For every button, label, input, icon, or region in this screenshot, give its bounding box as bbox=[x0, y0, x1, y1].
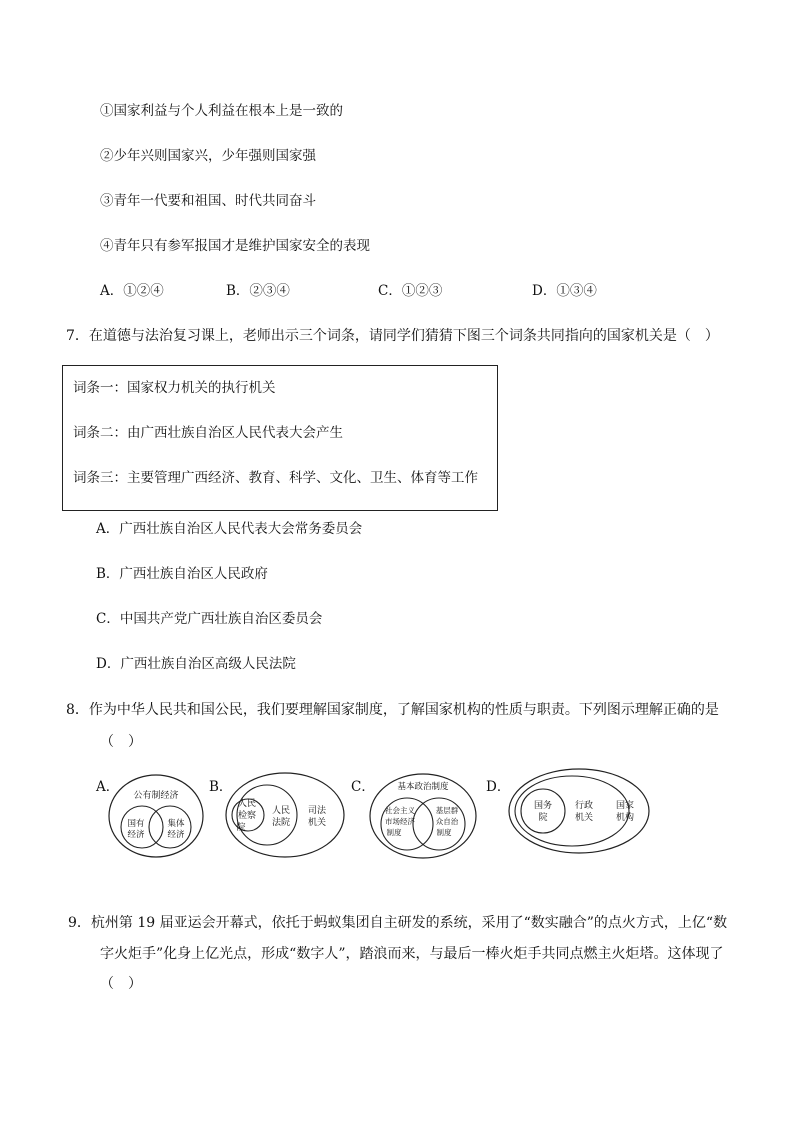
q8-figure-c-outer-label: 基本政治制度 bbox=[397, 782, 449, 792]
q8-figure-b-inner-left-2: 检察 bbox=[237, 811, 257, 821]
q6-option-d: D．①③④ bbox=[532, 283, 597, 299]
q7-option-a: A．广西壮族自治区人民代表大会常务委员会 bbox=[96, 521, 363, 537]
q6-item-3: ③青年一代要和祖国、时代共同奋斗 bbox=[100, 193, 316, 209]
q8-figure-a-left-label-2: 经济 bbox=[127, 830, 145, 840]
q7-clue-2: 词条二：由广西壮族自治区人民代表大会产生 bbox=[73, 425, 343, 441]
q8-figure-c-left-2: 市场经济 bbox=[385, 817, 415, 826]
q7-clue-1: 词条一：国家权力机关的执行机关 bbox=[73, 380, 276, 396]
q8-stem-line2: （ ） bbox=[100, 734, 142, 750]
q7-option-c: C．中国共产党广西壮族自治区委员会 bbox=[96, 611, 323, 627]
q8-figure-a-left-label-1: 国有 bbox=[127, 819, 145, 829]
q8-figure-b-inner-right-1: 人民 bbox=[271, 806, 291, 816]
q6-option-c: C．①②③ bbox=[378, 283, 443, 299]
q8-figure-c-letter: C． bbox=[351, 779, 375, 795]
q8-figure-a-right-label-1: 集体 bbox=[167, 819, 185, 829]
q8-figure-c-right-1: 基层群 bbox=[435, 806, 459, 815]
q9-line2: 字火炬手”化身上亿光点，形成“数字人”，踏浪而来，与最后一棒火炬手共同点燃主火炬塔。这体现了 bbox=[100, 946, 724, 962]
q8-figure-a-outer-label: 公有制经济 bbox=[133, 791, 179, 801]
q8-figure-b-inner-left-3: 院 bbox=[236, 823, 246, 833]
q8-figure-d-middle-1: 行政 bbox=[574, 801, 594, 811]
q8-figure-b-inner-left-1: 人民 bbox=[237, 799, 257, 809]
q7-option-d: D．广西壮族自治区高级人民法院 bbox=[96, 656, 296, 672]
q8-figure-b-letter: B． bbox=[209, 779, 233, 795]
q6-option-b: B．②③④ bbox=[226, 283, 290, 299]
q8-figure-d-inner-1: 国务 bbox=[533, 801, 553, 811]
q8-figure-c-left-1: 社会主义 bbox=[385, 806, 415, 815]
q8-figure-a-letter: A． bbox=[96, 779, 120, 795]
q7-option-b: B．广西壮族自治区人民政府 bbox=[96, 566, 268, 582]
q8-figure-d-inner-circle bbox=[521, 789, 565, 833]
q8-figure-d-middle-circle bbox=[515, 776, 629, 846]
q7-clue-box bbox=[62, 365, 498, 511]
q8-figure-d-outer-2: 机构 bbox=[615, 813, 635, 823]
q8-figure-c-right-3: 制度 bbox=[436, 828, 452, 837]
q8-figure-b bbox=[225, 772, 345, 860]
q7-stem: 7．在道德与法治复习课上，老师出示三个词条，请同学们猜猜下图三个词条共同指向的国家机关是（ ） bbox=[66, 328, 719, 344]
q7-clue-3: 词条三：主要管理广西经济、教育、科学、文化、卫生、体育等工作 bbox=[73, 470, 478, 486]
q8-figure-b-outer-1: 司法 bbox=[307, 806, 327, 816]
q6-item-4: ④青年只有参军报国才是维护国家安全的表现 bbox=[100, 238, 370, 254]
q8-figure-a-outer-circle bbox=[109, 775, 203, 857]
q8-figure-a-right-label-2: 经济 bbox=[167, 830, 185, 840]
q8-figure-b-inner-right-2: 法院 bbox=[271, 818, 291, 828]
q8-figure-c-left-3: 制度 bbox=[386, 828, 402, 837]
q8-figure-b-outer-2: 机关 bbox=[307, 818, 327, 828]
q8-figure-d-inner-2: 院 bbox=[538, 813, 548, 823]
q8-figure-d-outer-1: 国家 bbox=[615, 801, 635, 811]
q8-figure-a bbox=[108, 772, 204, 862]
q9-line1: 9．杭州第 19 届亚运会开幕式，依托于蚂蚁集团自主研发的系统，采用了“数实融合”的点火方式，上亿“数 bbox=[68, 915, 728, 931]
q8-stem-line1: 8．作为中华人民共和国公民，我们要理解国家制度，了解国家机构的性质与职责。下列图示理解正确的是 bbox=[66, 702, 719, 718]
q8-figure-c bbox=[368, 772, 478, 862]
q9-line3: （ ） bbox=[100, 976, 142, 992]
q6-option-a: A．①②④ bbox=[100, 283, 164, 299]
q8-figure-d bbox=[508, 768, 650, 858]
q6-item-2: ②少年兴则国家兴，少年强则国家强 bbox=[100, 148, 316, 164]
q8-figure-d-middle-2: 机关 bbox=[574, 813, 594, 823]
q6-item-1: ①国家利益与个人利益在根本上是一致的 bbox=[100, 103, 343, 119]
q8-figure-d-letter: D． bbox=[486, 779, 511, 795]
q8-figure-d-outer-circle bbox=[509, 769, 649, 853]
q8-figure-c-right-2: 众自治 bbox=[435, 817, 459, 826]
